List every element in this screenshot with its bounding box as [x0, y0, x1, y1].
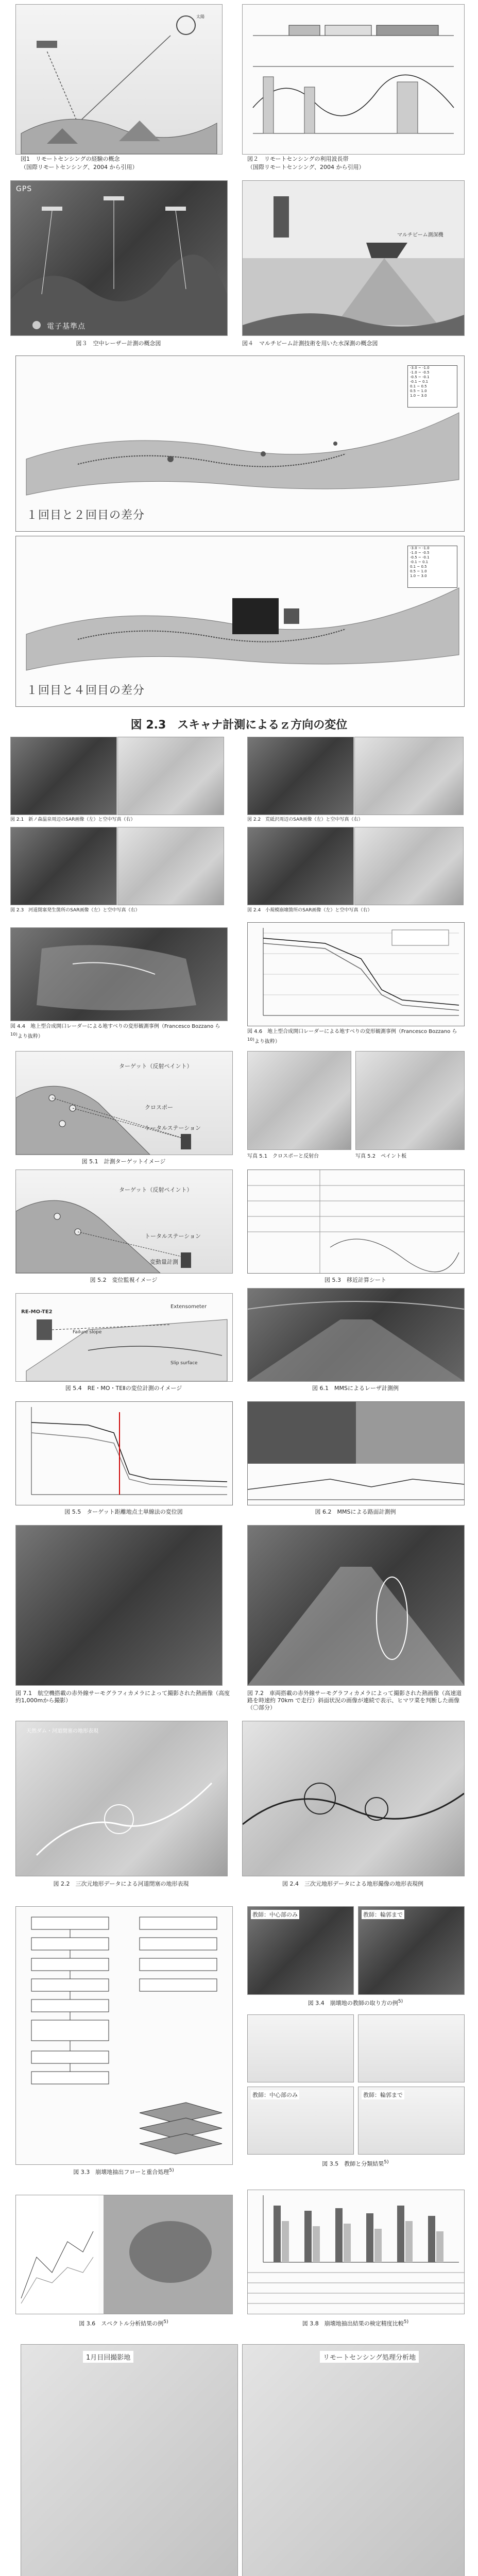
- detect-label: 変動量計測: [150, 1259, 178, 1265]
- legend-entry: -3.0 ~ -1.0: [410, 366, 430, 370]
- legend-entry: 0.1 ~ 0.5: [410, 384, 427, 388]
- difference-map-1: [15, 355, 465, 532]
- difference-map-2: [15, 536, 465, 707]
- difference-map-1-image: [16, 356, 464, 531]
- legend-entry: -3.0 ~ -1.0: [410, 546, 430, 550]
- class-center-label: 教師：中心部のみ: [251, 2090, 299, 2099]
- terrain-representation-image: [242, 1721, 465, 1876]
- vehicle-thermal-overlay: [248, 1526, 464, 1685]
- teacher-center-image: [247, 1906, 354, 1995]
- target-label: ターゲット（反射ペイント）: [119, 1063, 193, 1070]
- teacher-outline-image: [358, 1906, 465, 1995]
- fig51-caption: 図 5.1 計測ターゲットイメージ: [81, 1158, 166, 1165]
- wavelength-band-figure: [242, 4, 465, 155]
- dam-terrain-image: [15, 1721, 228, 1876]
- legend-entry: -0.5 ~ -0.1: [410, 555, 430, 560]
- fig44-caption: 図 4.4 地上型合成開口レーダーによる地すべりの変形観測事例（Francesco Bozzano ら$^{10)}$より抜粋）: [10, 1024, 220, 1040]
- aerial-photo-3: [117, 827, 224, 905]
- sar-image-3: [10, 827, 117, 905]
- legend-entry: -0.1 ~ 0.1: [410, 560, 429, 564]
- photo-crosspole: [247, 1051, 351, 1150]
- fig1-source: （国際リモートセンシング、2004 から引用）: [21, 164, 138, 171]
- target-label-2: ターゲット（反射ペイント）: [119, 1187, 193, 1193]
- fig34-caption: 図 3.4 崩壊地の教師の取り方の例$^{5)}$: [308, 1998, 403, 2007]
- fig46-caption: 図 4.6 地上型合成開口レーダーによる地すべりの変形観測事例（Francesco Bozzano ら$^{10)}$より抜粋）: [247, 1029, 457, 1045]
- fig24-caption: 図 2.4 三次元地形データによる地形撮像の地形表現例: [282, 1880, 423, 1887]
- fig4-caption: 図４ マルチビーム計測技術を用いた水深測の概念図: [242, 340, 378, 347]
- extraction-flow-figure: [15, 1906, 233, 2165]
- legend-entry: 0.5 ~ 1.0: [410, 569, 427, 573]
- fig3-caption: 図３ 空中レーザー計測の概念図: [76, 340, 161, 347]
- dam-note: 天然ダム・河道閉塞の地形表現: [26, 1728, 98, 1734]
- gbsar-overlay: [11, 928, 227, 1021]
- legend-entry: -1.0 ~ -0.5: [410, 370, 430, 375]
- displacement-monitor-figure: [15, 1170, 233, 1274]
- teacher-center-label: 教師：中心部のみ: [251, 1910, 299, 1919]
- sar4-caption: 図 2.4 小規模崩壊箇所のSAR画像（左）と空中写真（右）: [247, 908, 372, 913]
- legend-entry: 1.0 ~ 3.0: [410, 574, 427, 578]
- sar-image-4: [247, 827, 354, 905]
- calc-sheet-table: [248, 1170, 464, 1273]
- legend-entry: 0.5 ~ 1.0: [410, 389, 427, 393]
- difference-legend-2: [407, 546, 457, 588]
- classification-outline-result: [358, 2087, 465, 2155]
- accuracy-chart-figure: [247, 2190, 465, 2314]
- target-distance-plot: [16, 1402, 232, 1505]
- fig52-caption: 図 5.2 変位監視イメージ: [90, 1277, 158, 1283]
- classification-center-image: [247, 2014, 354, 2082]
- photo-paint-board: [355, 1051, 465, 1150]
- slip-label: Slip surface: [170, 1361, 198, 1366]
- cross-label: クロスポー: [145, 1104, 173, 1111]
- wavelength-band-diagram: [243, 5, 464, 154]
- mms-road-image: [248, 1402, 464, 1505]
- fig53-caption: 図 5.3 移近計算シート: [325, 1277, 386, 1283]
- fig1-caption: 図1 リモートセンシングの経験の概念: [21, 156, 120, 162]
- extensometer-label: Extensometer: [170, 1304, 207, 1310]
- photo52-caption: 写真 5.2 ペイント板: [355, 1154, 407, 1159]
- legend-entry: 0.1 ~ 0.5: [410, 565, 427, 569]
- gps-label: GPS: [16, 185, 32, 193]
- difference-map-1-label: １回目と２回目の差分: [26, 509, 145, 522]
- legend-entry: -1.0 ~ -0.5: [410, 551, 430, 555]
- fig33-caption: 図 3.3 崩壊地抽出フローと重合処理$^{5)}$: [73, 2167, 174, 2176]
- difference-legend-1: [407, 365, 457, 408]
- multibeam-device-label: マルチビーム測深機: [397, 232, 443, 238]
- airborne-laser-diagram: [11, 181, 227, 335]
- fig72-caption: 図 7.2 車両搭載の赤外線サーモグラフィカメラによって撮影された熱画像（高速道路を時速約 70km で走行）斜面状況の画像が連続で表示、ヒマワ菜を判断した画像（〇部分）: [247, 1690, 462, 1711]
- aerial-photo-4: [354, 827, 464, 905]
- sar2-caption: 図 2.2 荒砥沢周辺のSAR画像（左）と空中写真（右）: [247, 817, 363, 822]
- sar-image-1: [10, 737, 117, 815]
- aerial-photo-1: [117, 737, 224, 815]
- terrain-representation-overlay: [243, 1721, 464, 1876]
- airborne-laser-figure: [10, 180, 228, 336]
- sar-image-2: [247, 737, 354, 815]
- airborne-thermal-image: [15, 1525, 223, 1686]
- legend-entry: -0.5 ~ -0.1: [410, 375, 430, 379]
- multibeam-diagram: [243, 181, 464, 335]
- spectral-analysis-figure: [15, 2195, 233, 2314]
- analysis-map-right: [242, 2344, 465, 2576]
- gbsar-chart: [247, 922, 465, 1026]
- fig61-caption: 図 6.1 MMSによるレーザ計測例: [312, 1385, 399, 1392]
- fig35-caption: 図 3.5 教師と分類結果$^{5)}$: [322, 2159, 389, 2167]
- mms-road-figure: [247, 1401, 465, 1505]
- spectral-analysis-chart: [16, 2195, 232, 2314]
- extraction-flow-diagram: [16, 1907, 232, 2164]
- station-label-2: トータルステーション: [145, 1233, 201, 1240]
- map-left-label: 1月目回撮影地: [83, 2351, 133, 2363]
- base-station-label: 電子基準点: [47, 323, 86, 331]
- teacher-outline-label: 教師：輪郭まで: [362, 1910, 404, 1919]
- target-distance-chart: [15, 1401, 233, 1505]
- mms-laser-image: [248, 1289, 464, 1381]
- legend-entry: 1.0 ~ 3.0: [410, 394, 427, 398]
- remote-sensing-concept-figure: [15, 4, 223, 155]
- gbsar-displacement-chart: [248, 923, 464, 1026]
- multibeam-figure: [242, 180, 465, 336]
- failure-label: Failure slope: [73, 1330, 102, 1335]
- sar1-caption: 図 2.1 新ノ森温泉周辺のSAR画像（左）と空中写真（右）: [10, 817, 135, 822]
- photo51-caption: 写真 5.1 クロスポーと反射台: [247, 1154, 319, 1159]
- fig55-caption: 図 5.5 ターゲット距離地点土単線法の変位図: [64, 1509, 183, 1515]
- station-label: トータルステーション: [145, 1125, 201, 1131]
- class-outline-label: 教師：輪郭まで: [362, 2090, 404, 2099]
- fig71-caption: 図 7.1 航空機搭載の赤外線サーモグラフィカメラによって撮影された熱画像（高度約1,000mから撮影）: [15, 1690, 230, 1704]
- difference-map-2-image: [16, 536, 464, 706]
- sun-label: 太陽: [196, 14, 204, 19]
- remote-sensing-diagram: [16, 5, 222, 154]
- legend-entry: -0.1 ~ 0.1: [410, 380, 429, 384]
- calc-sheet-figure: [247, 1170, 465, 1274]
- sar3-caption: 図 2.3 河道閉塞発生箇所のSAR画像（左）と空中写真（右）: [10, 908, 140, 913]
- map-right-label: リモートセンシング処理分析地: [320, 2351, 419, 2363]
- classification-center-result: [247, 2087, 354, 2155]
- gbsar-image: [10, 927, 228, 1021]
- accuracy-chart: [248, 2190, 464, 2314]
- vehicle-thermal-image: [247, 1525, 465, 1686]
- dam-terrain-overlay: [16, 1721, 227, 1876]
- fig2-caption: 図２ リモートセンシングの利用波長帯: [247, 156, 349, 162]
- remote-label: RE-MO-TE2: [21, 1309, 53, 1315]
- analysis-map-left: [21, 2344, 238, 2576]
- remote-figure: [15, 1293, 233, 1382]
- aerial-photo-2: [354, 737, 464, 815]
- fig23-title: 図 2.3 スキャナ計測によるｚ方向の変位: [130, 719, 348, 732]
- target-measurement-figure: [15, 1051, 233, 1155]
- fig62-caption: 図 6.2 MMSによる路面計測例: [315, 1509, 396, 1515]
- classification-outline-image: [358, 2014, 465, 2082]
- fig38-caption: 図 3.8 崩壊地抽出結果の検定精度比較$^{5)}$: [302, 2319, 409, 2327]
- fig22-caption: 図 2.2 三次元地形データによる河道閉塞の地形表現: [53, 1880, 189, 1887]
- fig54-caption: 図 5.4 RE・MO・TEⅡの変位計測のイメージ: [65, 1385, 182, 1392]
- fig36-caption: 図 3.6 スペクトル分析結果の例$^{5)}$: [79, 2319, 168, 2327]
- mms-laser-figure: [247, 1288, 465, 1382]
- difference-map-2-label: １回目と４回目の差分: [26, 684, 145, 697]
- fig2-source: （国際リモートセンシング、2004 から引用）: [247, 164, 365, 171]
